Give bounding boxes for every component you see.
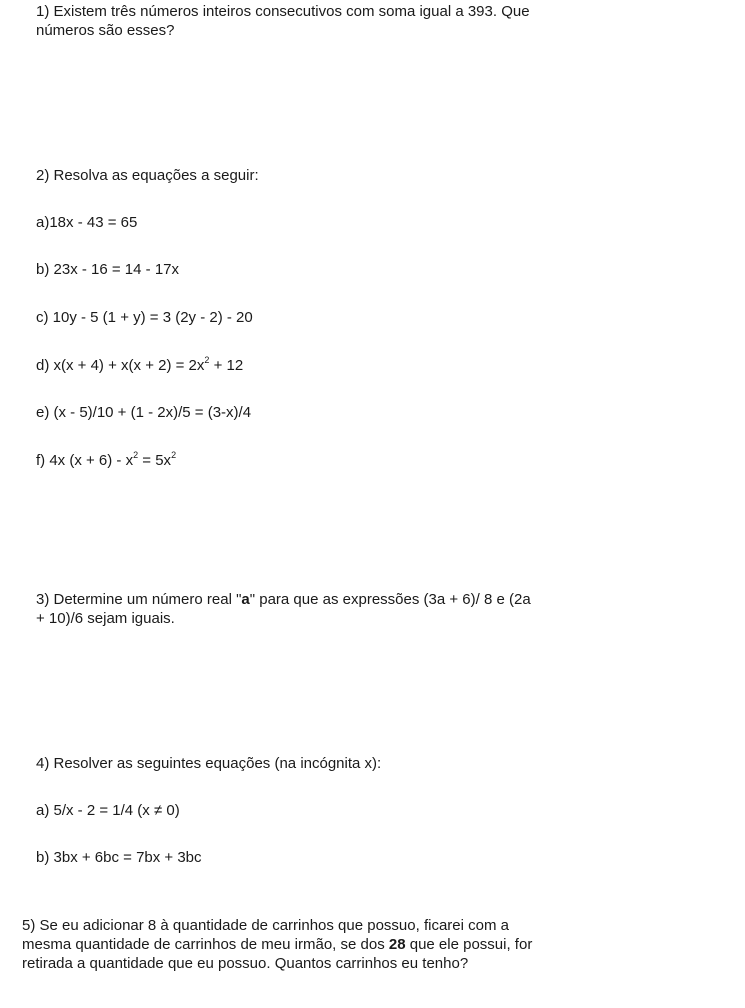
question-5-number: 28 [388,936,406,953]
equation-2f-middle: = 5x [138,452,172,469]
equation-2d [36,356,243,375]
question-5-line-3: retirada a quantidade que eu possuo. Quantos carrinhos eu tenho? [22,955,469,972]
question-5 [22,916,532,973]
equation-2e: e) (x - 5)/10 + (1 - 2x)/5 = (3-x)/4 [36,404,252,421]
question-5-line-1: 5) Se eu adicionar 8 à quantidade de carrinhos que possuo, ficarei com a [22,917,509,934]
question-2-header: 2) Resolva as equações a seguir: [36,167,259,184]
question-1-line-2: números são esses? [36,22,175,39]
question-3-line-1-start: 3) Determine um número real " [36,591,242,608]
question-4-header: 4) Resolver as seguintes equações (na incógnita x): [36,755,382,772]
equation-2d-exponent: 2 [204,355,210,365]
question-5-line-2-end: que ele possui, for [405,936,533,953]
question-3-line-1 [36,590,531,609]
question-1 [36,2,530,40]
equation-2a: a)18x - 43 = 65 [36,214,138,231]
question-5-line-2-start: mesma quantidade de carrinhos de meu irmão, se dos [22,936,389,953]
equation-2f-main: f) 4x (x + 6) - x [36,452,134,469]
equation-2f-exponent-2: 2 [171,450,177,460]
equation-2d-tail: + 12 [209,357,244,374]
equation-2f [36,451,176,470]
question-3-variable: a [241,591,250,608]
equation-2f-exponent-1: 2 [133,450,139,460]
question-5-line-2 [22,935,532,954]
question-3 [36,590,531,628]
equation-2c: c) 10y - 5 (1 + y) = 3 (2y - 2) - 20 [36,309,253,326]
equation-2d-main: d) x(x + 4) + x(x + 2) = 2x [36,357,205,374]
equation-2b: b) 23x - 16 = 14 - 17x [36,261,179,278]
equation-4b: b) 3bx + 6bc = 7bx + 3bc [36,849,202,866]
question-1-line-1: 1) Existem três números inteiros consecutivos com soma igual a 393. Que [36,3,530,20]
question-3-line-1-end: " para que as expressões (3a + 6)/ 8 e (2a [249,591,531,608]
equation-4a: a) 5/x - 2 = 1/4 (x ≠ 0) [36,802,180,819]
question-3-line-2: + 10)/6 sejam iguais. [36,610,175,627]
